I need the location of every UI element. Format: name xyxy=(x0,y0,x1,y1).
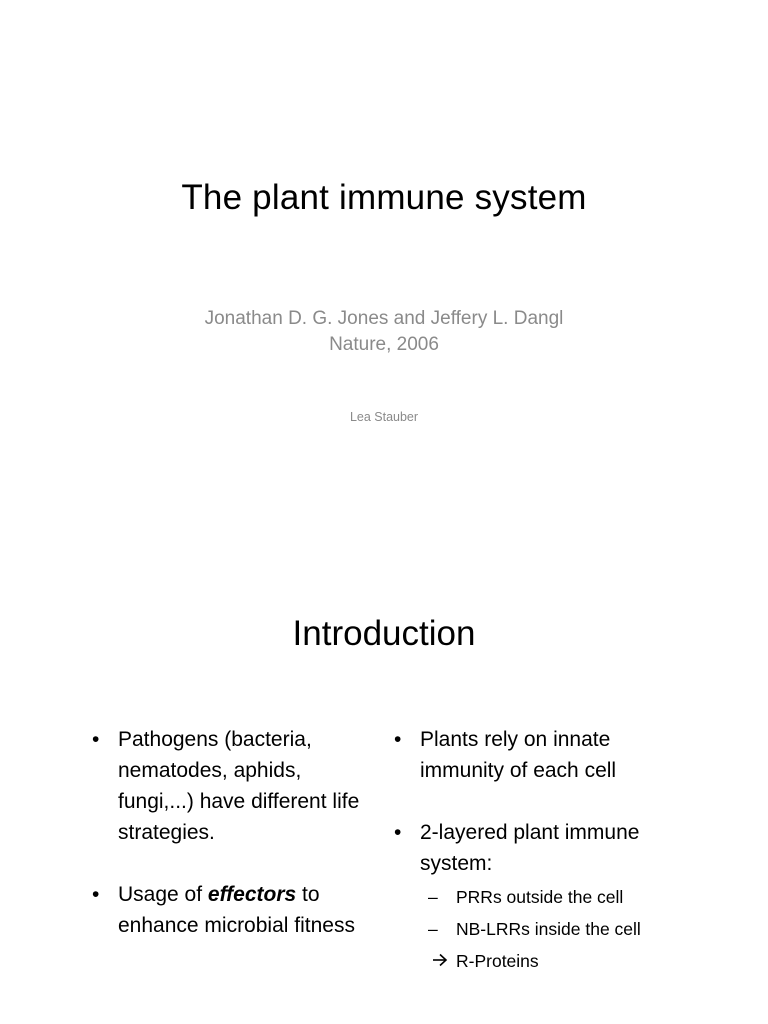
list-item xyxy=(394,724,694,786)
introduction-slide xyxy=(0,512,768,1024)
slide-heading: Introduction xyxy=(292,614,476,653)
emphasized-term: effectors xyxy=(207,883,297,906)
list-item xyxy=(394,817,694,977)
bullet-text xyxy=(118,883,355,937)
sub-list xyxy=(420,881,694,977)
bullet-text: Plants rely on innate immunity of each cell xyxy=(420,728,617,782)
dash-icon: – xyxy=(428,887,438,907)
arrow-item xyxy=(420,945,694,977)
text-run: Usage of xyxy=(118,883,208,906)
bullet-icon: • xyxy=(394,728,402,751)
authors-line: Jonathan D. G. Jones and Jeffery L. Dangl xyxy=(204,308,564,329)
right-column xyxy=(394,724,694,977)
arrow-item-text: R-Proteins xyxy=(456,951,539,971)
list-item xyxy=(92,724,376,848)
presentation-title: The plant immune system xyxy=(181,178,587,217)
bullet-text: 2-layered plant immune system: xyxy=(420,821,640,875)
dash-icon: – xyxy=(428,919,438,939)
right-arrow-icon xyxy=(432,945,450,977)
sub-item-text: PRRs outside the cell xyxy=(456,887,624,907)
journal-line: Nature, 2006 xyxy=(329,334,439,355)
sub-item-text: NB-LRRs inside the cell xyxy=(456,919,641,939)
bullet-icon: • xyxy=(92,883,100,906)
bullet-icon: • xyxy=(92,728,100,751)
sub-item xyxy=(420,881,694,913)
bullet-text: Pathogens (bacteria, nematodes, aphids, fungi,...) have different life strategies. xyxy=(118,728,360,844)
list-item xyxy=(92,879,376,941)
paper-authors xyxy=(0,306,768,358)
bullet-icon: • xyxy=(394,821,402,844)
right-arrow-glyph xyxy=(432,953,448,967)
presenter-name: Lea Stauber xyxy=(349,410,419,424)
sub-item xyxy=(420,913,694,945)
left-column xyxy=(92,724,376,941)
text-run: to enhance microbial fitness xyxy=(118,883,355,937)
